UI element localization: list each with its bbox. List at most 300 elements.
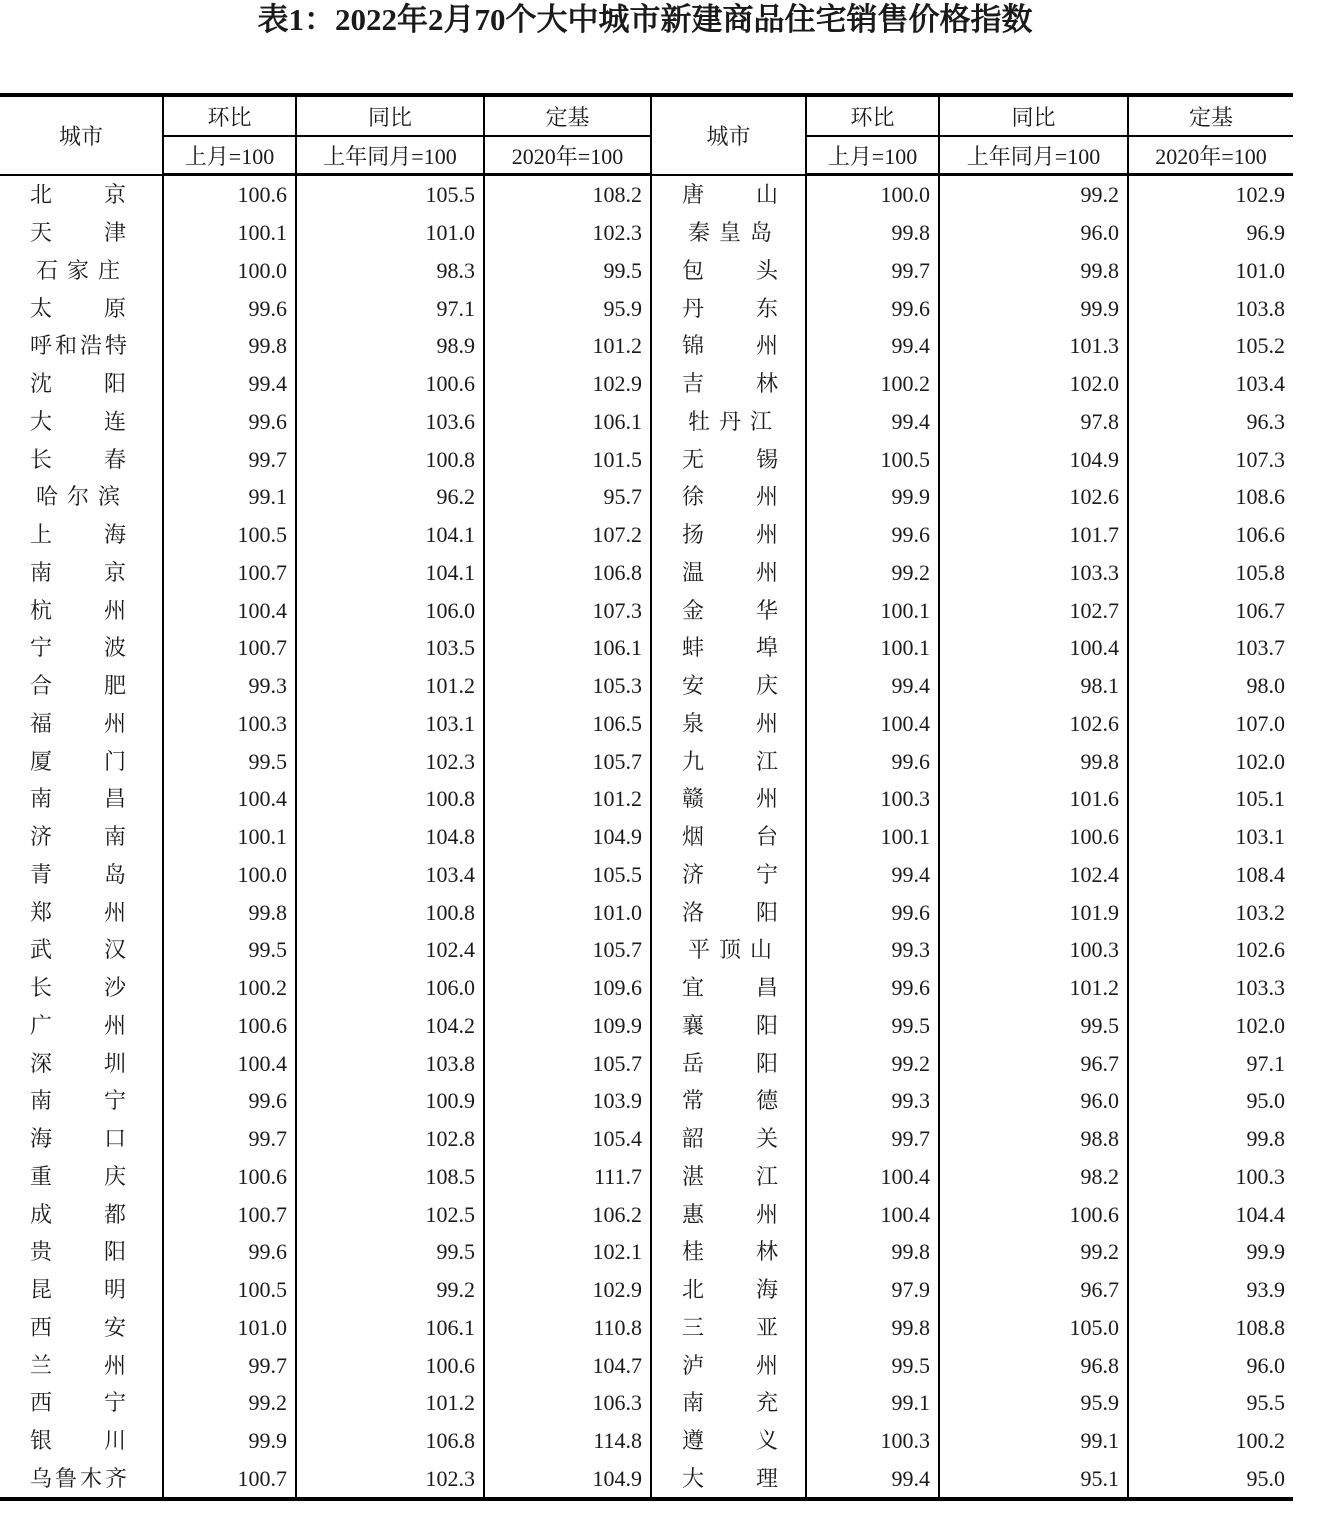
city-name: 郑 州	[30, 899, 126, 925]
table-row	[0, 214, 1293, 252]
table-row	[0, 554, 1293, 592]
fixed-cell-right: 98.0	[1128, 667, 1293, 705]
mom-cell-left: 100.4	[163, 591, 296, 629]
yoy-cell-right: 95.1	[939, 1460, 1128, 1500]
city-cell-left	[0, 818, 163, 856]
fixed-cell-left: 103.9	[484, 1082, 651, 1120]
fixed-cell-left: 110.8	[484, 1309, 651, 1347]
fixed-cell-left: 105.7	[484, 742, 651, 780]
city-cell-right	[651, 893, 806, 931]
mom-cell-right: 99.9	[806, 478, 939, 516]
fixed-cell-left: 104.9	[484, 1460, 651, 1500]
header-yoy-right: 同比	[939, 95, 1128, 136]
yoy-cell-right: 100.4	[939, 629, 1128, 667]
city-name: 惠 州	[682, 1201, 778, 1227]
city-name: 昆 明	[30, 1277, 126, 1303]
table-row	[0, 478, 1293, 516]
fixed-cell-left: 106.8	[484, 554, 651, 592]
city-name: 哈 尔 滨	[36, 484, 120, 510]
mom-cell-right: 99.8	[806, 1233, 939, 1271]
header-mom-base-right: 上月=100	[806, 136, 939, 175]
city-cell-right	[651, 403, 806, 441]
city-cell-left	[0, 893, 163, 931]
fixed-cell-left: 95.7	[484, 478, 651, 516]
yoy-cell-right: 102.6	[939, 478, 1128, 516]
fixed-cell-left: 101.0	[484, 893, 651, 931]
yoy-cell-left: 100.8	[296, 780, 484, 818]
fixed-cell-right: 105.2	[1128, 327, 1293, 365]
table-row	[0, 1195, 1293, 1233]
yoy-cell-right: 101.7	[939, 516, 1128, 554]
table-row	[0, 1044, 1293, 1082]
city-name: 合 肥	[30, 673, 126, 699]
price-index-table	[0, 93, 1293, 1501]
mom-cell-left: 99.8	[163, 893, 296, 931]
fixed-cell-left: 106.1	[484, 403, 651, 441]
mom-cell-left: 99.7	[163, 1346, 296, 1384]
city-cell-right	[651, 1460, 806, 1500]
city-cell-left	[0, 478, 163, 516]
city-cell-left	[0, 1007, 163, 1045]
fixed-cell-right: 103.7	[1128, 629, 1293, 667]
city-name: 石 家 庄	[36, 257, 120, 283]
city-cell-left	[0, 327, 163, 365]
fixed-cell-left: 105.7	[484, 1044, 651, 1082]
fixed-cell-left: 107.3	[484, 591, 651, 629]
city-name: 银 川	[30, 1428, 126, 1454]
table-title: 表1：2022年2月70个大中城市新建商品住宅销售价格指数	[257, 2, 1033, 37]
mom-cell-right: 100.0	[806, 175, 939, 214]
fixed-cell-left: 105.5	[484, 856, 651, 894]
city-cell-right	[651, 629, 806, 667]
mom-cell-left: 100.1	[163, 214, 296, 252]
mom-cell-right: 100.1	[806, 591, 939, 629]
fixed-cell-right: 101.0	[1128, 252, 1293, 290]
table-row	[0, 175, 1293, 214]
city-name: 金 华	[682, 597, 778, 623]
mom-cell-right: 100.3	[806, 1422, 939, 1460]
city-name: 成 都	[30, 1201, 126, 1227]
city-name: 宁 波	[30, 635, 126, 661]
city-name: 三 亚	[682, 1314, 778, 1340]
city-cell-left	[0, 856, 163, 894]
yoy-cell-right: 100.6	[939, 1195, 1128, 1233]
mom-cell-left: 100.4	[163, 1044, 296, 1082]
city-cell-left	[0, 969, 163, 1007]
yoy-cell-left: 101.2	[296, 667, 484, 705]
mom-cell-left: 100.4	[163, 780, 296, 818]
city-name: 包 头	[682, 257, 778, 283]
city-cell-right	[651, 1422, 806, 1460]
fixed-cell-left: 105.4	[484, 1120, 651, 1158]
mom-cell-right: 99.4	[806, 327, 939, 365]
city-cell-left	[0, 591, 163, 629]
yoy-cell-left: 108.5	[296, 1158, 484, 1196]
mom-cell-left: 100.6	[163, 1007, 296, 1045]
table-row	[0, 969, 1293, 1007]
mom-cell-left: 100.3	[163, 705, 296, 743]
mom-cell-left: 100.6	[163, 1158, 296, 1196]
city-cell-right	[651, 705, 806, 743]
mom-cell-right: 99.1	[806, 1384, 939, 1422]
fixed-cell-right: 105.8	[1128, 554, 1293, 592]
city-cell-right	[651, 516, 806, 554]
yoy-cell-right: 96.0	[939, 214, 1128, 252]
header-city-right: 城市	[651, 95, 806, 175]
yoy-cell-left: 100.8	[296, 440, 484, 478]
fixed-cell-left: 101.2	[484, 327, 651, 365]
fixed-cell-right: 103.1	[1128, 818, 1293, 856]
table-row	[0, 327, 1293, 365]
city-cell-left	[0, 554, 163, 592]
yoy-cell-left: 97.1	[296, 289, 484, 327]
city-cell-right	[651, 667, 806, 705]
yoy-cell-right: 99.9	[939, 289, 1128, 327]
city-cell-left	[0, 252, 163, 290]
mom-cell-left: 99.7	[163, 1120, 296, 1158]
header-mom-base-left: 上月=100	[163, 136, 296, 175]
city-name: 呼和浩特	[30, 333, 126, 359]
city-name: 遵 义	[682, 1428, 778, 1454]
yoy-cell-left: 100.6	[296, 365, 484, 403]
yoy-cell-right: 96.0	[939, 1082, 1128, 1120]
table-row	[0, 1082, 1293, 1120]
city-cell-left	[0, 440, 163, 478]
mom-cell-right: 100.4	[806, 1158, 939, 1196]
fixed-cell-right: 95.0	[1128, 1460, 1293, 1500]
city-name: 大 连	[30, 408, 126, 434]
mom-cell-right: 99.6	[806, 969, 939, 1007]
city-name: 蚌 埠	[682, 635, 778, 661]
fixed-cell-left: 102.1	[484, 1233, 651, 1271]
yoy-cell-left: 96.2	[296, 478, 484, 516]
mom-cell-right: 99.6	[806, 516, 939, 554]
city-name: 西 安	[30, 1314, 126, 1340]
table-row	[0, 780, 1293, 818]
city-cell-right	[651, 1120, 806, 1158]
mom-cell-left: 100.7	[163, 554, 296, 592]
mom-cell-left: 99.6	[163, 1233, 296, 1271]
city-cell-left	[0, 365, 163, 403]
city-name: 安 庆	[682, 673, 778, 699]
mom-cell-right: 99.4	[806, 667, 939, 705]
city-cell-right	[651, 365, 806, 403]
header-fixed-base-right: 2020年=100	[1128, 136, 1293, 175]
city-name: 北 京	[30, 182, 126, 208]
fixed-cell-left: 105.7	[484, 931, 651, 969]
header-city-left: 城市	[0, 95, 163, 175]
city-cell-right	[651, 818, 806, 856]
yoy-cell-left: 106.1	[296, 1309, 484, 1347]
table-row	[0, 1271, 1293, 1309]
header-fixed-base-left: 2020年=100	[484, 136, 651, 175]
city-cell-left	[0, 516, 163, 554]
yoy-cell-right: 100.3	[939, 931, 1128, 969]
city-name: 重 庆	[30, 1163, 126, 1189]
yoy-cell-right: 102.7	[939, 591, 1128, 629]
fixed-cell-left: 106.1	[484, 629, 651, 667]
city-name: 岳 阳	[682, 1050, 778, 1076]
mom-cell-left: 100.2	[163, 969, 296, 1007]
header-fixed-left: 定基	[484, 95, 651, 136]
city-cell-left	[0, 403, 163, 441]
header-mom-right: 环比	[806, 95, 939, 136]
city-name: 扬 州	[682, 522, 778, 548]
yoy-cell-right: 101.2	[939, 969, 1128, 1007]
mom-cell-right: 99.6	[806, 289, 939, 327]
yoy-cell-left: 102.3	[296, 1460, 484, 1500]
yoy-cell-left: 106.0	[296, 969, 484, 1007]
city-cell-right	[651, 969, 806, 1007]
yoy-cell-right: 101.6	[939, 780, 1128, 818]
city-name: 广 州	[30, 1012, 126, 1038]
fixed-cell-right: 108.6	[1128, 478, 1293, 516]
city-name: 南 宁	[30, 1088, 126, 1114]
city-cell-right	[651, 1007, 806, 1045]
fixed-cell-right: 103.2	[1128, 893, 1293, 931]
city-cell-left	[0, 742, 163, 780]
table-row	[0, 667, 1293, 705]
fixed-cell-left: 105.3	[484, 667, 651, 705]
mom-cell-right: 100.3	[806, 780, 939, 818]
yoy-cell-left: 101.0	[296, 214, 484, 252]
mom-cell-left: 101.0	[163, 1309, 296, 1347]
city-cell-right	[651, 289, 806, 327]
fixed-cell-right: 97.1	[1128, 1044, 1293, 1082]
yoy-cell-left: 106.0	[296, 591, 484, 629]
mom-cell-left: 100.7	[163, 1195, 296, 1233]
yoy-cell-left: 99.2	[296, 1271, 484, 1309]
header-mom-left: 环比	[163, 95, 296, 136]
fixed-cell-left: 111.7	[484, 1158, 651, 1196]
header-row-1	[0, 95, 1293, 136]
yoy-cell-right: 96.7	[939, 1044, 1128, 1082]
table-row	[0, 705, 1293, 743]
city-cell-left	[0, 1384, 163, 1422]
city-cell-right	[651, 1195, 806, 1233]
table-row	[0, 1007, 1293, 1045]
mom-cell-left: 100.0	[163, 856, 296, 894]
city-cell-left	[0, 1346, 163, 1384]
yoy-cell-right: 96.8	[939, 1346, 1128, 1384]
city-cell-left	[0, 1195, 163, 1233]
fixed-cell-right: 100.2	[1128, 1422, 1293, 1460]
header-yoy-base-right: 上年同月=100	[939, 136, 1128, 175]
city-name: 韶 关	[682, 1126, 778, 1152]
city-cell-left	[0, 214, 163, 252]
table-row	[0, 365, 1293, 403]
mom-cell-right: 99.6	[806, 893, 939, 931]
mom-cell-right: 100.4	[806, 1195, 939, 1233]
fixed-cell-right: 104.4	[1128, 1195, 1293, 1233]
city-cell-right	[651, 1346, 806, 1384]
mom-cell-right: 99.7	[806, 1120, 939, 1158]
mom-cell-left: 100.0	[163, 252, 296, 290]
fixed-cell-left: 106.2	[484, 1195, 651, 1233]
city-name: 平 顶 山	[688, 937, 772, 963]
yoy-cell-left: 99.5	[296, 1233, 484, 1271]
mom-cell-right: 97.9	[806, 1271, 939, 1309]
fixed-cell-right: 108.4	[1128, 856, 1293, 894]
city-cell-right	[651, 554, 806, 592]
city-name: 南 京	[30, 559, 126, 585]
fixed-cell-left: 95.9	[484, 289, 651, 327]
fixed-cell-right: 105.1	[1128, 780, 1293, 818]
yoy-cell-right: 101.3	[939, 327, 1128, 365]
yoy-cell-left: 102.3	[296, 742, 484, 780]
city-cell-left	[0, 1233, 163, 1271]
city-name: 桂 林	[682, 1239, 778, 1265]
fixed-cell-left: 101.2	[484, 780, 651, 818]
fixed-cell-left: 101.5	[484, 440, 651, 478]
yoy-cell-right: 102.0	[939, 365, 1128, 403]
city-cell-right	[651, 856, 806, 894]
yoy-cell-left: 105.5	[296, 175, 484, 214]
mom-cell-right: 99.3	[806, 1082, 939, 1120]
city-name: 乌鲁木齐	[30, 1465, 126, 1491]
yoy-cell-right: 103.3	[939, 554, 1128, 592]
mom-cell-left: 99.2	[163, 1384, 296, 1422]
city-name: 北 海	[682, 1277, 778, 1303]
city-cell-left	[0, 1120, 163, 1158]
mom-cell-right: 100.1	[806, 818, 939, 856]
fixed-cell-right: 108.8	[1128, 1309, 1293, 1347]
yoy-cell-right: 98.1	[939, 667, 1128, 705]
table-row	[0, 516, 1293, 554]
city-name: 长 沙	[30, 975, 126, 1001]
table-row	[0, 1384, 1293, 1422]
mom-cell-left: 99.4	[163, 365, 296, 403]
fixed-cell-right: 96.0	[1128, 1346, 1293, 1384]
city-name: 济 宁	[682, 861, 778, 887]
mom-cell-right: 99.5	[806, 1007, 939, 1045]
yoy-cell-left: 103.6	[296, 403, 484, 441]
city-name: 海 口	[30, 1126, 126, 1152]
fixed-cell-right: 95.0	[1128, 1082, 1293, 1120]
city-cell-left	[0, 1460, 163, 1500]
fixed-cell-right: 100.3	[1128, 1158, 1293, 1196]
fixed-cell-left: 114.8	[484, 1422, 651, 1460]
table-row	[0, 1346, 1293, 1384]
table-row	[0, 1158, 1293, 1196]
yoy-cell-right: 99.8	[939, 742, 1128, 780]
fixed-cell-left: 107.2	[484, 516, 651, 554]
city-name: 沈 阳	[30, 371, 126, 397]
city-cell-right	[651, 1271, 806, 1309]
fixed-cell-right: 99.9	[1128, 1233, 1293, 1271]
yoy-cell-right: 100.6	[939, 818, 1128, 856]
mom-cell-right: 99.4	[806, 1460, 939, 1500]
header-yoy-base-left: 上年同月=100	[296, 136, 484, 175]
city-name: 深 圳	[30, 1050, 126, 1076]
table-row	[0, 931, 1293, 969]
city-name: 济 南	[30, 824, 126, 850]
yoy-cell-left: 102.8	[296, 1120, 484, 1158]
city-name: 常 德	[682, 1088, 778, 1114]
table-row	[0, 893, 1293, 931]
city-name: 无 锡	[682, 446, 778, 472]
city-name: 宜 昌	[682, 975, 778, 1001]
city-name: 锦 州	[682, 333, 778, 359]
mom-cell-right: 100.5	[806, 440, 939, 478]
mom-cell-left: 100.5	[163, 1271, 296, 1309]
fixed-cell-right: 102.0	[1128, 742, 1293, 780]
mom-cell-left: 99.6	[163, 289, 296, 327]
yoy-cell-right: 104.9	[939, 440, 1128, 478]
city-cell-left	[0, 1082, 163, 1120]
city-name: 长 春	[30, 446, 126, 472]
table-row	[0, 818, 1293, 856]
yoy-cell-right: 96.7	[939, 1271, 1128, 1309]
city-cell-right	[651, 931, 806, 969]
fixed-cell-left: 102.9	[484, 1271, 651, 1309]
fixed-cell-left: 109.9	[484, 1007, 651, 1045]
mom-cell-right: 100.2	[806, 365, 939, 403]
city-cell-right	[651, 440, 806, 478]
fixed-cell-right: 96.9	[1128, 214, 1293, 252]
city-cell-left	[0, 931, 163, 969]
table-row	[0, 1309, 1293, 1347]
mom-cell-left: 99.6	[163, 403, 296, 441]
fixed-cell-right: 107.0	[1128, 705, 1293, 743]
city-cell-right	[651, 252, 806, 290]
table-body	[0, 175, 1293, 1500]
city-name: 赣 州	[682, 786, 778, 812]
mom-cell-left: 99.9	[163, 1422, 296, 1460]
city-cell-left	[0, 705, 163, 743]
city-cell-right	[651, 327, 806, 365]
yoy-cell-right: 101.9	[939, 893, 1128, 931]
city-name: 湛 江	[682, 1163, 778, 1189]
fixed-cell-left: 106.3	[484, 1384, 651, 1422]
yoy-cell-left: 104.8	[296, 818, 484, 856]
yoy-cell-left: 104.1	[296, 516, 484, 554]
mom-cell-left: 100.6	[163, 175, 296, 214]
yoy-cell-right: 99.2	[939, 175, 1128, 214]
city-cell-left	[0, 1044, 163, 1082]
fixed-cell-right: 102.9	[1128, 175, 1293, 214]
mom-cell-left: 99.8	[163, 327, 296, 365]
fixed-cell-left: 109.6	[484, 969, 651, 1007]
city-name: 九 江	[682, 748, 778, 774]
mom-cell-left: 100.1	[163, 818, 296, 856]
city-name: 烟 台	[682, 824, 778, 850]
city-cell-left	[0, 1271, 163, 1309]
yoy-cell-left: 103.8	[296, 1044, 484, 1082]
mom-cell-right: 99.4	[806, 403, 939, 441]
city-cell-left	[0, 629, 163, 667]
city-name: 徐 州	[682, 484, 778, 510]
city-cell-left	[0, 175, 163, 214]
table-row	[0, 742, 1293, 780]
city-name: 厦 门	[30, 748, 126, 774]
fixed-cell-right: 106.6	[1128, 516, 1293, 554]
city-cell-left	[0, 1309, 163, 1347]
yoy-cell-left: 106.8	[296, 1422, 484, 1460]
city-cell-left	[0, 1158, 163, 1196]
mom-cell-right: 99.7	[806, 252, 939, 290]
city-cell-left	[0, 667, 163, 705]
city-name: 南 充	[682, 1390, 778, 1416]
fixed-cell-right: 103.8	[1128, 289, 1293, 327]
header-row-2	[0, 136, 1293, 175]
fixed-cell-left: 108.2	[484, 175, 651, 214]
yoy-cell-left: 100.8	[296, 893, 484, 931]
yoy-cell-left: 103.5	[296, 629, 484, 667]
yoy-cell-right: 98.8	[939, 1120, 1128, 1158]
mom-cell-right: 100.4	[806, 705, 939, 743]
fixed-cell-right: 107.3	[1128, 440, 1293, 478]
